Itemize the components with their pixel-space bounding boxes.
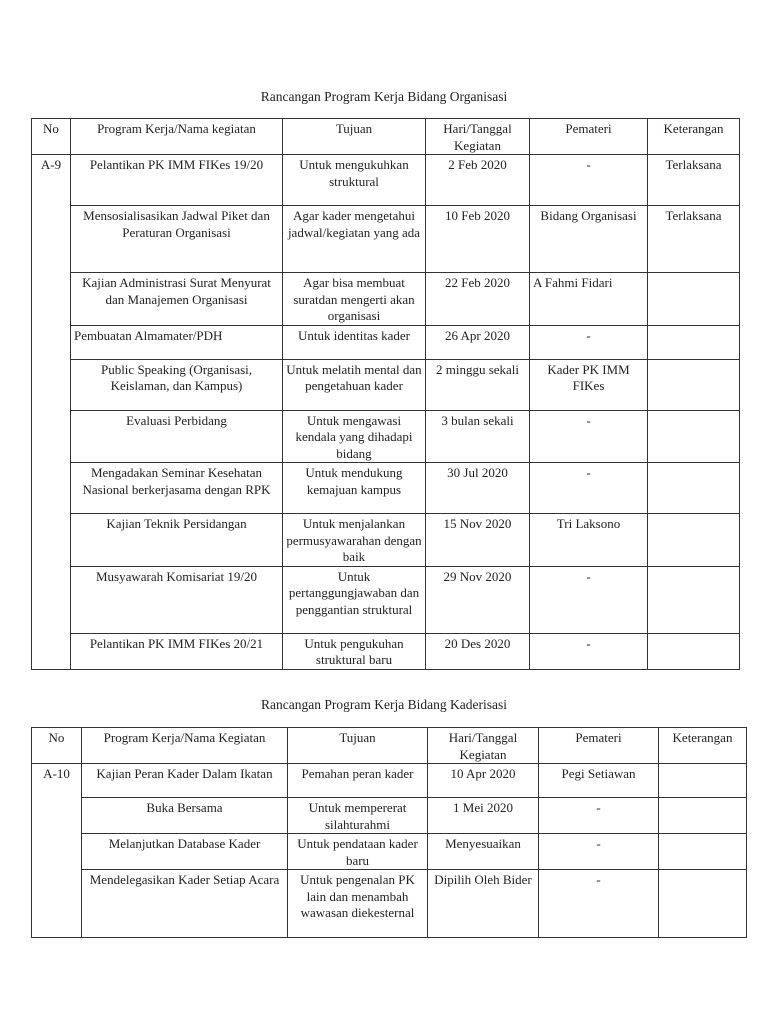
table-row	[32, 798, 747, 834]
table-bidang-kaderisasi	[31, 727, 747, 938]
cell-program: Mengadakan Seminar Kesehatan Nasional berkerjasama dengan RPK	[71, 463, 283, 514]
cell-tujuan: Untuk mempererat silahturahmi	[288, 798, 428, 834]
cell-keterangan	[659, 870, 747, 938]
cell-program: Evaluasi Perbidang	[71, 410, 283, 463]
header-no: No	[32, 728, 82, 764]
cell-tanggal: 22 Feb 2020	[426, 273, 530, 326]
cell-pemateri: -	[530, 633, 648, 669]
table-row	[32, 155, 740, 206]
table-row	[32, 359, 740, 410]
cell-pemateri: -	[530, 410, 648, 463]
cell-pemateri: -	[539, 798, 659, 834]
cell-keterangan	[659, 764, 747, 798]
table-bidang-organisasi	[31, 118, 740, 670]
cell-program: Buka Bersama	[82, 798, 288, 834]
cell-keterangan	[648, 633, 740, 669]
cell-keterangan	[659, 798, 747, 834]
cell-pemateri: -	[530, 155, 648, 206]
cell-keterangan	[648, 359, 740, 410]
table-row	[32, 410, 740, 463]
cell-pemateri: -	[539, 834, 659, 870]
cell-program: Mendelegasikan Kader Setiap Acara	[82, 870, 288, 938]
table-row	[32, 566, 740, 633]
cell-tanggal: 26 Apr 2020	[426, 325, 530, 359]
cell-tanggal: 20 Des 2020	[426, 633, 530, 669]
cell-pemateri: -	[530, 566, 648, 633]
cell-tujuan: Untuk menjalankan permusyawarahan dengan baik	[283, 514, 426, 567]
cell-program: Melanjutkan Database Kader	[82, 834, 288, 870]
cell-tujuan: Untuk pengukuhan struktural baru	[283, 633, 426, 669]
cell-keterangan	[648, 410, 740, 463]
cell-pemateri: Tri Laksono	[530, 514, 648, 567]
table-header-row	[32, 728, 747, 764]
cell-program: Pelantikan PK IMM FIKes 19/20	[71, 155, 283, 206]
header-no: No	[32, 119, 71, 155]
row-number: A-9	[32, 155, 71, 670]
cell-pemateri: Pegi Setiawan	[539, 764, 659, 798]
table-header-row	[32, 119, 740, 155]
header-pemateri: Pemateri	[539, 728, 659, 764]
cell-program: Kajian Peran Kader Dalam Ikatan	[82, 764, 288, 798]
cell-tanggal: 29 Nov 2020	[426, 566, 530, 633]
header-keterangan: Keterangan	[648, 119, 740, 155]
cell-program: Kajian Administrasi Surat Menyurat dan Manajemen Organisasi	[71, 273, 283, 326]
cell-tanggal: 2 Feb 2020	[426, 155, 530, 206]
header-tanggal: Hari/Tanggal Kegiatan	[426, 119, 530, 155]
cell-pemateri: -	[530, 463, 648, 514]
cell-pemateri: -	[539, 870, 659, 938]
section-title-organisasi: Rancangan Program Kerja Bidang Organisasi	[260, 89, 508, 104]
cell-tanggal: 3 bulan sekali	[426, 410, 530, 463]
cell-keterangan	[648, 463, 740, 514]
header-program: Program Kerja/Nama Kegiatan	[82, 728, 288, 764]
cell-tanggal: 30 Jul 2020	[426, 463, 530, 514]
cell-program: Kajian Teknik Persidangan	[71, 514, 283, 567]
cell-program: Pelantikan PK IMM FIKes 20/21	[71, 633, 283, 669]
row-number: A-10	[32, 764, 82, 938]
cell-tanggal: 15 Nov 2020	[426, 514, 530, 567]
table-row	[32, 633, 740, 669]
cell-keterangan	[648, 325, 740, 359]
cell-program: Mensosialisasikan Jadwal Piket dan Peraturan Organisasi	[71, 206, 283, 273]
cell-tujuan: Untuk pendataan kader baru	[288, 834, 428, 870]
cell-program: Pembuatan Almamater/PDH	[71, 325, 283, 359]
table-row	[32, 764, 747, 798]
header-keterangan: Keterangan	[659, 728, 747, 764]
cell-keterangan	[648, 514, 740, 567]
table-row	[32, 325, 740, 359]
cell-tanggal: 1 Mei 2020	[428, 798, 539, 834]
cell-tujuan: Agar bisa membuat suratdan mengerti akan organisasi	[283, 273, 426, 326]
cell-keterangan	[648, 273, 740, 326]
table-row	[32, 514, 740, 567]
cell-keterangan	[648, 566, 740, 633]
cell-tanggal: Dipilih Oleh Bider	[428, 870, 539, 938]
cell-keterangan: Terlaksana	[648, 155, 740, 206]
cell-keterangan	[659, 834, 747, 870]
cell-tujuan: Untuk mendukung kemajuan kampus	[283, 463, 426, 514]
table-row	[32, 206, 740, 273]
cell-tujuan: Agar kader mengetahui jadwal/kegiatan yang ada	[283, 206, 426, 273]
header-program: Program Kerja/Nama kegiatan	[71, 119, 283, 155]
cell-keterangan: Terlaksana	[648, 206, 740, 273]
header-tanggal: Hari/Tanggal Kegiatan	[428, 728, 539, 764]
cell-pemateri: Kader PK IMM FIKes	[530, 359, 648, 410]
header-pemateri: Pemateri	[530, 119, 648, 155]
cell-tujuan: Untuk identitas kader	[283, 325, 426, 359]
cell-tujuan: Untuk pengenalan PK lain dan menambah wawasan diekesternal	[288, 870, 428, 938]
header-tujuan: Tujuan	[283, 119, 426, 155]
cell-tujuan: Untuk mengawasi kendala yang dihadapi bidang	[283, 410, 426, 463]
cell-pemateri: -	[530, 325, 648, 359]
table-row	[32, 273, 740, 326]
cell-pemateri: Bidang Organisasi	[530, 206, 648, 273]
table-row	[32, 870, 747, 938]
cell-tanggal: 10 Apr 2020	[428, 764, 539, 798]
cell-tujuan: Untuk mengukuhkan struktural	[283, 155, 426, 206]
cell-tujuan: Untuk pertanggungjawaban dan penggantian struktural	[283, 566, 426, 633]
cell-program: Public Speaking (Organisasi, Keislaman, dan Kampus)	[71, 359, 283, 410]
cell-tujuan: Untuk melatih mental dan pengetahuan kader	[283, 359, 426, 410]
cell-tanggal: 2 minggu sekali	[426, 359, 530, 410]
cell-tujuan: Pemahan peran kader	[288, 764, 428, 798]
cell-pemateri: A Fahmi Fidari	[530, 273, 648, 326]
table-row	[32, 834, 747, 870]
cell-tanggal: Menyesuaikan	[428, 834, 539, 870]
table-row	[32, 463, 740, 514]
cell-tanggal: 10 Feb 2020	[426, 206, 530, 273]
section-title-kaderisasi: Rancangan Program Kerja Bidang Kaderisasi	[261, 697, 507, 712]
header-tujuan: Tujuan	[288, 728, 428, 764]
cell-program: Musyawarah Komisariat 19/20	[71, 566, 283, 633]
